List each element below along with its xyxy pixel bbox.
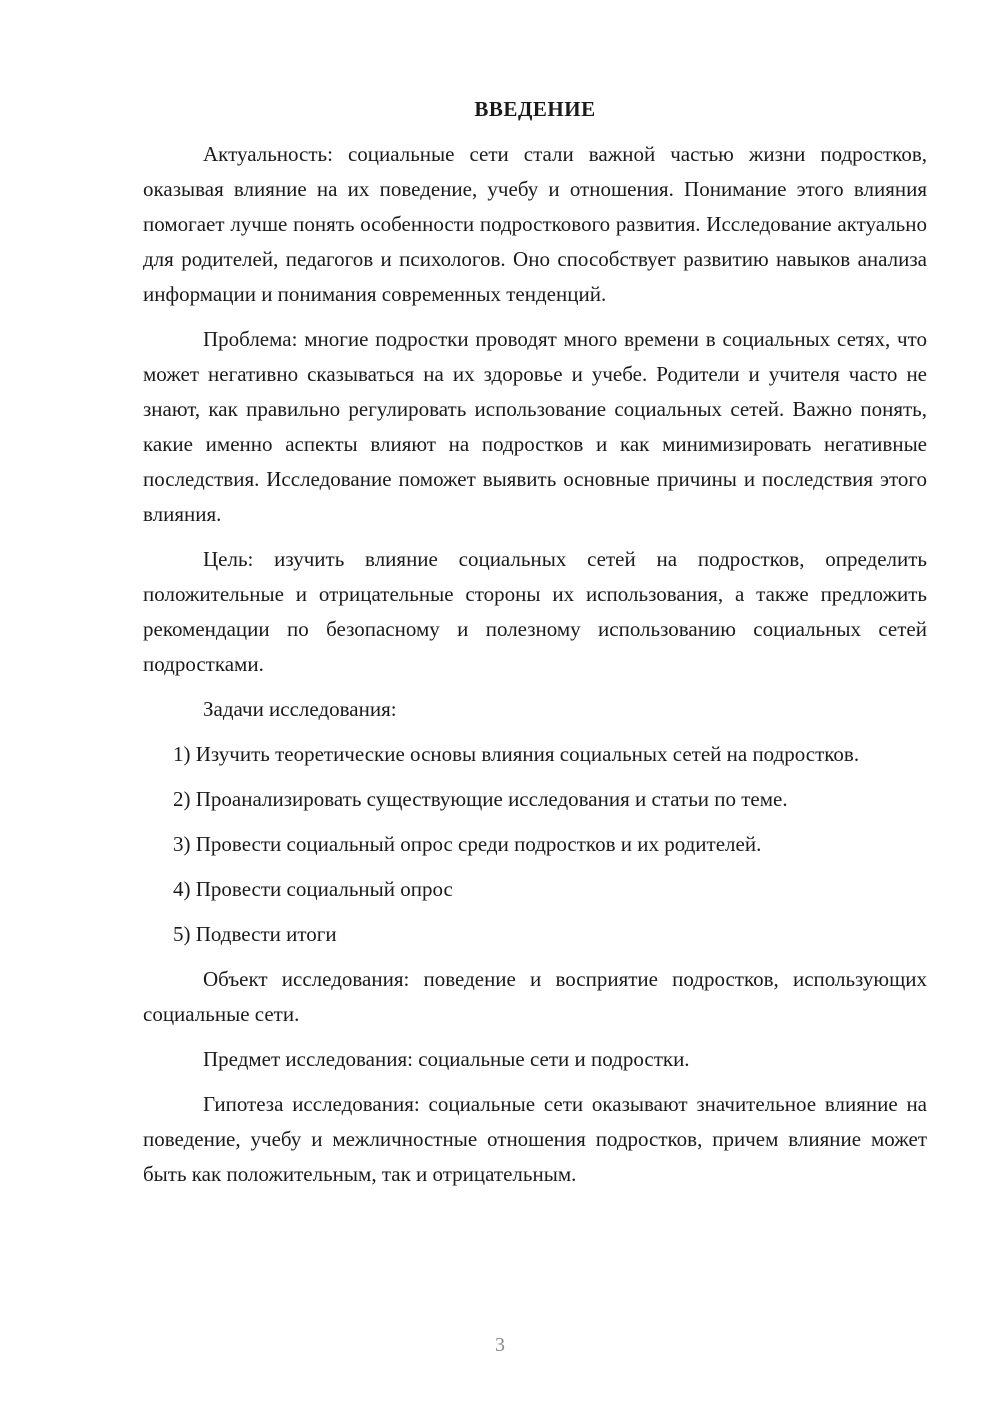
list-item: 2) Проанализировать существующие исследования и статьи по теме. <box>173 787 788 811</box>
page-content <box>143 92 927 1202</box>
paragraph-goal: Цель: изучить влияние социальных сетей на подростков, определить положительные и отрицательные стороны их использования, а также предложить рекомендации по безопасному и полезному использованию социальных сетей подростками. <box>143 547 927 676</box>
paragraph-problem: Проблема: многие подростки проводят много времени в социальных сетях, что может негативно сказываться на их здоровье и учебе. Родители и учителя часто не знают, как правильно регулировать использование социальных сетей. Важно понять, какие именно аспекты влияют на подростков и как минимизировать негативные последствия. Исследование поможет выявить основные причины и последствия этого влияния. <box>143 327 927 526</box>
list-item: 1) Изучить теоретические основы влияния социальных сетей на подростков. <box>173 742 860 766</box>
paragraph-hypothesis: Гипотеза исследования: социальные сети оказывают значительное влияние на поведение, учебу и межличностные отношения подростков, причем влияние может быть как положительным, так и отрицательным. <box>143 1092 927 1186</box>
list-item: 5) Подвести итоги <box>173 922 337 946</box>
paragraph-subject: Предмет исследования: социальные сети и подростки. <box>203 1047 690 1071</box>
list-item: 3) Провести социальный опрос среди подростков и их родителей. <box>173 832 762 856</box>
list-item: 4) Провести социальный опрос <box>173 877 453 901</box>
tasks-heading: Задачи исследования: <box>203 697 397 721</box>
section-title: ВВЕДЕНИЕ <box>474 97 596 121</box>
paragraph-relevance: Актуальность: социальные сети стали важной частью жизни подростков, оказывая влияние на их поведение, учебу и отношения. Понимание этого влияния помогает лучше понять особенности подросткового развития. Исследование актуально для родителей, педагогов и психологов. Оно способствует развитию навыков анализа информации и понимания современных тенденций. <box>143 142 927 306</box>
page-number: 3 <box>495 1334 505 1356</box>
paragraph-object: Объект исследования: поведение и восприятие подростков, использующих социальные сети. <box>143 967 927 1026</box>
